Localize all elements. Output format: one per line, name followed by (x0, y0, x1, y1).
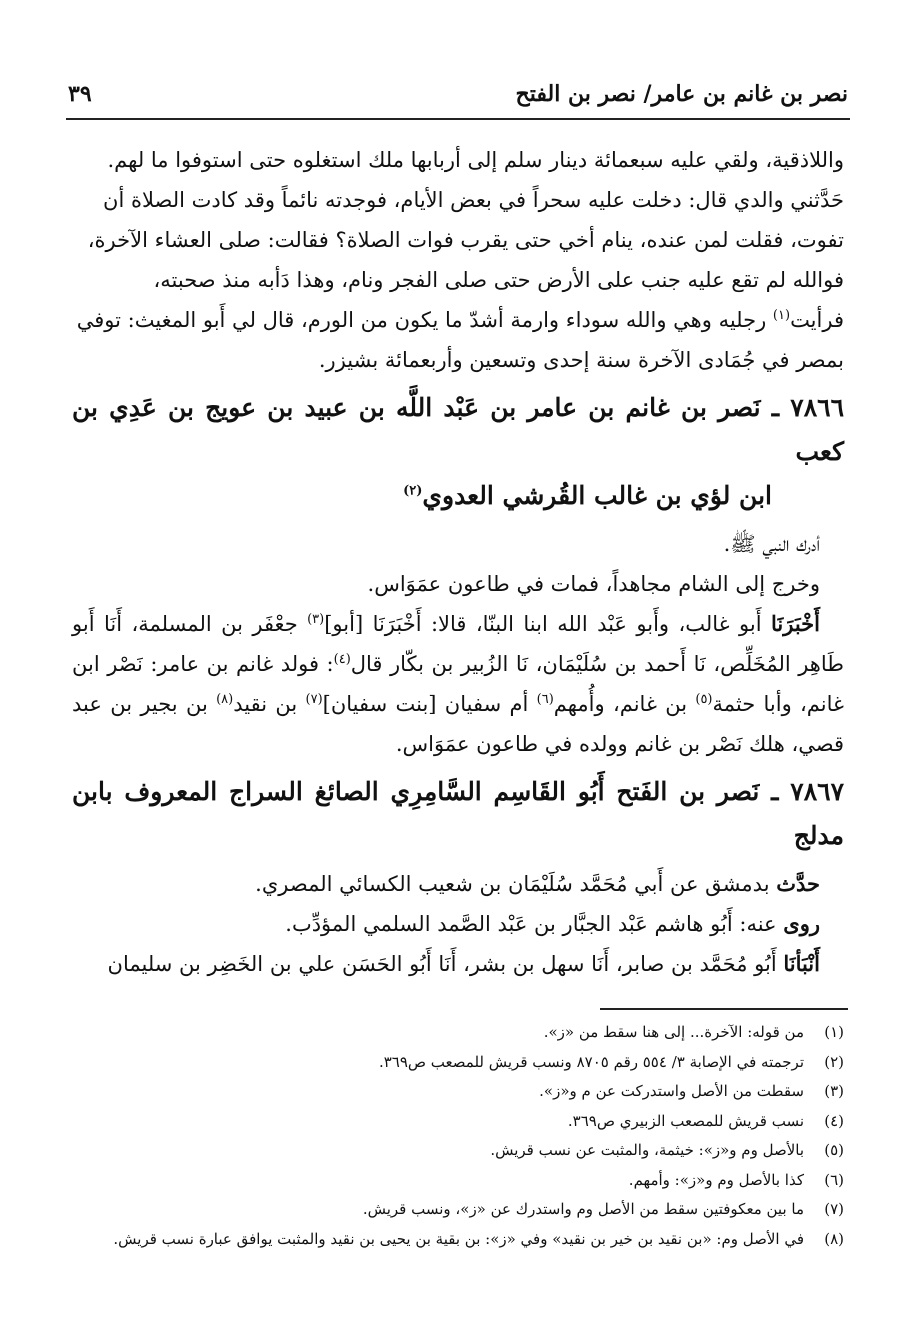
entry-heading-line (72, 474, 844, 518)
running-header (68, 74, 848, 114)
footnote-text: نسب قريش للمصعب الزبيري ص٣٦٩. (567, 1111, 804, 1130)
footnote-rule (600, 1008, 848, 1010)
footnote (72, 1018, 844, 1048)
page-number: ٣٩ (68, 81, 92, 107)
footnote-ref: (٧) (305, 692, 323, 707)
text-line: واللاذقية، ولقي عليه سبعمائة دينار سلم إلى أربابها ملك استغلوه حتى استوفوا ما لهم. (107, 148, 844, 172)
text-span: أَبُو مُحَمَّد بن صابر، أَنَا سهل بن بشر، أَنَا أَبُو الحَسَن علي بن الخَضِر بن سليمان (107, 952, 784, 976)
main-text (72, 140, 844, 984)
keyword: روى (783, 911, 820, 936)
footnote-text: كذا بالأصل وم و«ز»: وأمهم. (628, 1170, 804, 1189)
footnote-text: في الأصل وم: «بن نقيد بن خير بن نقيد» وفي «ز»: بن بقية بن يحيى بن نقيد والمثبت يوافق عبارة نسب قريش. (113, 1229, 804, 1248)
footnote (72, 1107, 844, 1137)
footnote-ref: (١) (772, 308, 791, 323)
footnote-text: سقطت من الأصل واستدركت عن م و«ز». (539, 1082, 804, 1100)
text-span: رجليه وهي والله سوداء وارمة أشدّ ما يكون من الورم، قال لي أَبو المغيث: توفي (76, 308, 773, 332)
keyword: أَنْبَأنَا (783, 951, 820, 976)
footnote-ref: (٤) (333, 652, 351, 667)
text-span: أَبو طَاهِر المُخَلِّص، نَا أَحمد بن سُلَيْمَان، نَا الزُبير بن بكّار قال (72, 612, 844, 676)
text-span: : فولد غانم بن عامر: نَصْر (107, 652, 334, 676)
footnote-number: (٨) (824, 1229, 844, 1248)
footnote-number: (٤) (824, 1111, 844, 1130)
footnote (72, 1048, 844, 1078)
text-span: جعْفَر بن المسلمة، أَنَا (103, 612, 308, 636)
header-rule (66, 118, 850, 120)
text-span: ابن غانم، وأبا حثمة (72, 652, 845, 716)
text-span: أَبو غالب، وأَبو عَبْد الله ابنا البنّا، قالا: أَخْبَرَنَا [أبو] (324, 612, 772, 636)
footnote-ref: (٢) (403, 483, 423, 499)
footnote-number: (٦) (824, 1170, 844, 1189)
text-span: ابن لؤي بن غالب القُرشي العدوي (422, 481, 772, 510)
continued-paragraph (72, 140, 844, 380)
text-span: أم سفيان [بنت سفيان] (322, 692, 537, 716)
text-line: تفوت، فقلت لمن عنده، ينام أخي حتى يقرب فوات الصلاة؟ فقالت: صلى العشاء الآخرة، (87, 228, 844, 252)
text-span: بن غانم، وأُمهم (553, 692, 696, 716)
footnote-number: (٢) (824, 1052, 844, 1071)
footnote-number: (٥) (824, 1141, 844, 1159)
paragraph (72, 864, 844, 904)
footnote (72, 1077, 844, 1107)
footnote (72, 1166, 844, 1196)
footnote (72, 1136, 844, 1166)
footnote-text: ما بين معكوفتين سقط من الأصل وم واستدرك عن «ز»، ونسب قريش. (362, 1200, 804, 1218)
text-span: عبد قصي، هلك نَصْر بن غانم وولده في طاعون عمَوَاس. (72, 692, 844, 756)
footnote-ref: (٨) (216, 692, 234, 707)
text-span: بن بجير بن (110, 692, 217, 716)
entry-heading-7867: ٧٨٦٧ ـ نَصر بن الفَتح أَبُو القَاسِم السَّامِرِي الصائغ السراج المعروف بابن مدلج (72, 777, 844, 850)
text-line (72, 300, 844, 340)
text-span: عنه: أَبُو هاشم عَبْد الجبَّار بن عَبْد الصَّمد السلمي المؤدِّب. (285, 912, 784, 936)
footnote-ref: (٣) (307, 612, 325, 627)
keyword: حدَّث (776, 871, 820, 896)
paragraph (72, 904, 844, 944)
footnote-text: ترجمته في الإصابة ٣/ ٥٥٤ رقم ٨٧٠٥ ونسب قريش للمصعب ص٣٦٩. (378, 1052, 804, 1071)
footnote (72, 1225, 844, 1255)
footnote-number: (١) (824, 1023, 844, 1041)
header-title: نصر بن غانم بن عامر/ نصر بن الفتح (515, 81, 848, 107)
footnote-number: (٧) (824, 1200, 844, 1218)
paragraph (72, 944, 844, 984)
text-span: بدمشق عن أَبي مُحَمَّد سُلَيْمَان بن شعيب الكسائي المصري. (255, 872, 777, 896)
footnote-text: بالأصل وم و«ز»: خيثمة، والمثبت عن نسب قريش. (490, 1141, 804, 1159)
text-span: بن نقيد (233, 692, 306, 716)
isnad-paragraph (72, 604, 844, 764)
footnote-ref: (٦) (536, 692, 554, 707)
text-span: فرأيت (790, 308, 844, 332)
entry-heading-line: ٧٨٦٦ ـ نَصر بن غانم بن عامر بن عَبْد اللَّه بن عبيد بن عويج بن عَدِي بن كعب (72, 393, 844, 466)
text-line: فوالله لم تقع عليه جنب على الأرض حتى صلى الفجر ونام، وهذا دَأبه منذ صحبته، (153, 268, 844, 292)
text-line: بمصر في جُمَادى الآخرة سنة إحدى وتسعين وأربعمائة بشيزر. (318, 348, 844, 372)
footnote-text: من قوله: الآخرة... إلى هنا سقط من «ز». (543, 1023, 804, 1041)
footnote-number: (٣) (824, 1082, 844, 1100)
paragraph: أدرك النبي ﷺ. (723, 532, 820, 556)
footnotes (72, 1018, 844, 1254)
text-line: حَدَّثني والدي قال: دخلت عليه سحراً في بعض الأيام، فوجدته نائماً وقد كادت الصلاة أن (103, 188, 844, 212)
paragraph: وخرج إلى الشام مجاهداً، فمات في طاعون عمَوَاس. (367, 572, 820, 596)
footnote (72, 1195, 844, 1225)
isnad-keyword: أَخْبَرَنَا (771, 611, 820, 636)
entry-heading-7866 (72, 386, 844, 518)
footnote-ref: (٥) (695, 692, 713, 707)
